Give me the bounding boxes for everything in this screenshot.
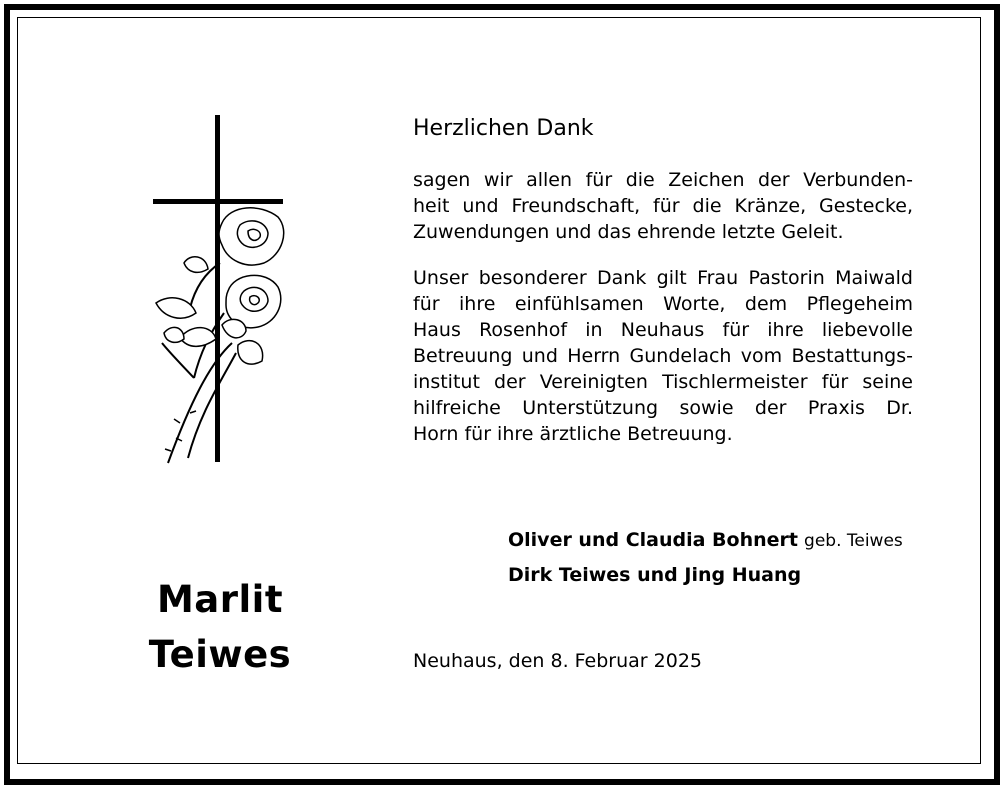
- deceased-last-name: Teiwes: [148, 633, 292, 676]
- notice-heading: Herzlichen Dank: [413, 116, 594, 141]
- signer-names: Oliver und Claudia Bohnert: [508, 529, 798, 551]
- paragraph-line: Betreuung und Herrn Gundelach vom Bestattungs-: [413, 345, 913, 367]
- paragraph-line: Haus Rosenhof in Neuhaus für ihre liebevolle: [413, 319, 913, 341]
- cross-with-roses-icon: [150, 113, 290, 465]
- paragraph-line: für ihre einfühlsamen Worte, dem Pflegeheim: [413, 293, 913, 315]
- paragraph-line: hilfreiche Unterstützung sowie der Praxis Dr.: [413, 397, 913, 419]
- signer-line: [508, 562, 801, 588]
- place-date: Neuhaus, den 8. Februar 2025: [413, 650, 702, 672]
- paragraph-line: institut der Vereinigten Tischlermeister für seine: [413, 371, 913, 393]
- paragraph-line: Zuwendungen und das ehrende letzte Geleit.: [413, 221, 844, 243]
- paragraph-line: Horn für ihre ärztliche Betreuung.: [413, 423, 733, 445]
- signer-note: geb. Teiwes: [804, 531, 903, 551]
- special-thanks-paragraph: [413, 265, 913, 447]
- paragraph-line: sagen wir allen für die Zeichen der Verbunden-: [413, 169, 913, 191]
- thanks-paragraph: [413, 167, 913, 245]
- signer-line: [508, 527, 903, 554]
- signer-names: Dirk Teiwes und Jing Huang: [508, 564, 802, 586]
- deceased-first-name: Marlit: [156, 578, 284, 621]
- paragraph-line: Unser besonderer Dank gilt Frau Pastorin Maiwald: [413, 267, 913, 289]
- paragraph-line: heit und Freundschaft, für die Kränze, Gestecke,: [413, 195, 913, 217]
